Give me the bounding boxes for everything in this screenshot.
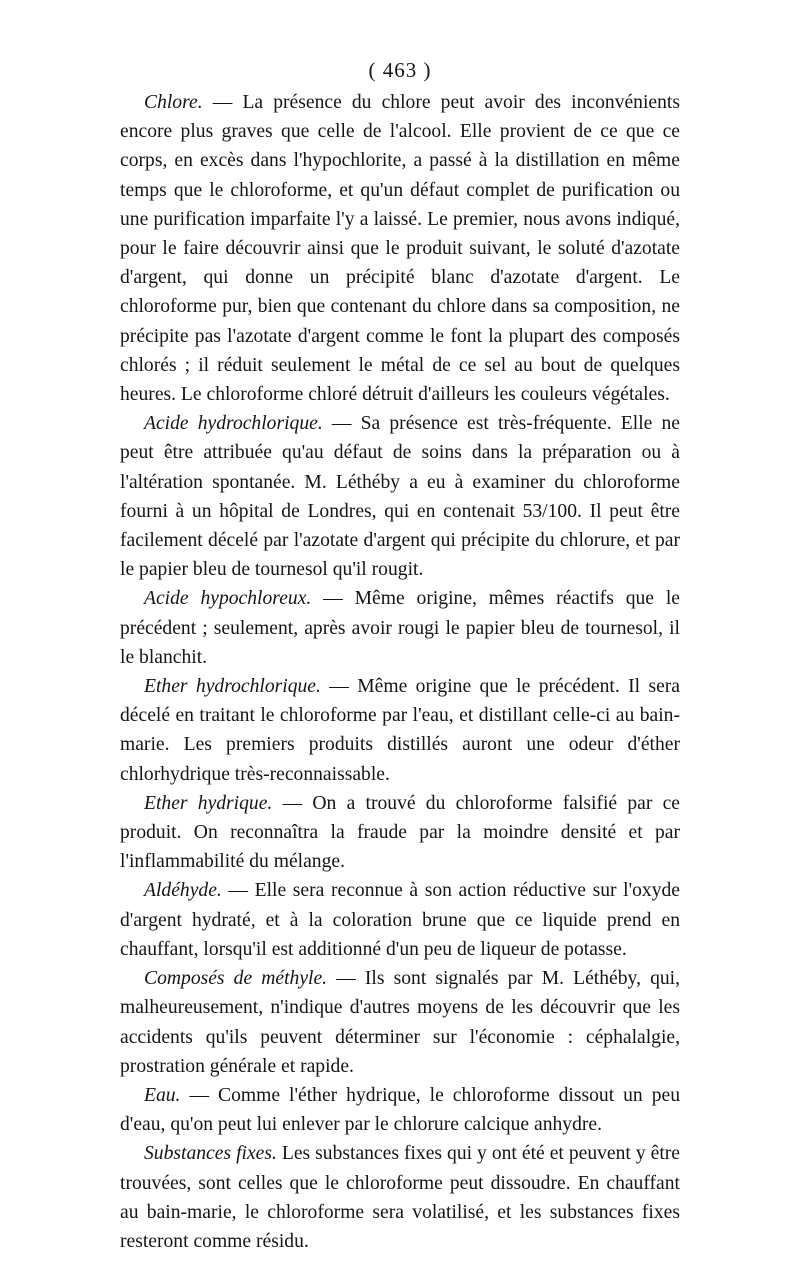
paragraph-acide-hydrochlorique [120, 409, 680, 584]
body-text [120, 88, 680, 1256]
paragraph-term: Aldéhyde. [144, 880, 222, 902]
paragraph-text: — Elle sera reconnue à son action réductive sur l'oxyde d'argent hydraté, et à la coloration brune que ce liquide prend en chauffant, lorsqu'il est additionné d'un peu de liqueur de potasse. [120, 880, 680, 960]
paragraph-term: Substances fixes. [144, 1143, 277, 1165]
paragraph-text: — On a trouvé du chloroforme falsifié par ce produit. On reconnaîtra la fraude par la moindre densité et par l'inflammabilité du mélange. [120, 792, 681, 873]
paragraph-text: — Même origine, mêmes réactifs que le précédent ; seulement, après avoir rougi le papier bleu de tournesol, il le blanchit. [120, 588, 680, 668]
paragraph-text: — Comme l'éther hydrique, le chloroforme dissout un peu d'eau, qu'on peut lui enlever par le chlorure calcique anhydre. [120, 1084, 680, 1136]
paragraph-ether-hydrochlorique [120, 672, 680, 789]
paragraph-term: Ether hydrique. [144, 792, 273, 814]
paragraph-ether-hydrique [120, 789, 680, 877]
paragraph-composes-methyle [120, 964, 680, 1081]
paragraph-text: — Ils sont signalés par M. Léthéby, qui, malheureusement, n'indique d'autres moyens de les découvrir que les accidents qu'ils peuvent déterminer sur l'économie : céphalalgie, prostration générale et rapide. [120, 968, 681, 1077]
page-number: ( 463 ) [368, 58, 432, 82]
paragraph-substances-fixes [120, 1139, 680, 1256]
paragraph-aldehyde [120, 876, 680, 964]
paragraph-term: Acide hypochloreux. [144, 588, 312, 610]
paragraph-eau [120, 1081, 680, 1139]
paragraph-term: Ether hydrochlorique. [144, 676, 321, 698]
paragraph-text: — Même origine que le précédent. Il sera décelé en traitant le chloroforme par l'eau, et distillant celle-ci au bain-marie. Les premiers produits distillés auront une odeur d'éther chlorhydrique très-reconnaissable. [120, 676, 680, 785]
paragraph-term: Chlore. [144, 92, 203, 113]
paragraph-text: — La présence du chlore peut avoir des inconvénients encore plus graves que celle de l'alcool. Elle provient de ce que ce corps, en excès dans l'hypochlorite, a passé à la distillation en même temps que le chloroforme, et qu'un défaut complet de purification ou une purification imparfaite l'y a laissé. Le premier, nous avons indiqué, pour le faire découvrir ainsi que le produit suivant, le soluté d'azotate d'argent, qui donne un précipité blanc d'azotate d'argent. Le chloroforme pur, bien que contenant du chlore dans sa composition, ne précipite pas l'azotate d'argent comme le font la plupart des composés chlorés ; il réduit seulement le métal de ce sel au bout de quelques heures. Le chloroforme chloré détruit d'ailleurs les couleurs végétales. [120, 92, 680, 406]
paragraph-term: Acide hydrochlorique. [144, 413, 323, 435]
paragraph-term: Eau. [144, 1084, 181, 1106]
paragraph-acide-hypochloreux [120, 584, 680, 672]
paragraph-chlore [120, 88, 680, 409]
paragraph-text: Les substances fixes qui y ont été et peuvent y être trouvées, sont celles que le chloroforme peut dissoudre. En chauffant au bain-marie, le chloroforme sera volatilisé, et les substances fixes resteront comme résidu. [120, 1143, 680, 1252]
paragraph-term: Composés de méthyle. [144, 968, 328, 990]
paragraph-text: — Sa présence est très-fréquente. Elle ne peut être attribuée qu'au défaut de soins dans la préparation ou à l'altération spontanée. M. Léthéby a eu à examiner du chloroforme fourni à un hôpital de Londres, qui en contenait 53/100. Il peut être facilement décelé par l'azotate d'argent qui précipite du chlorure, et par le papier bleu de tournesol qu'il rougit. [120, 413, 680, 581]
